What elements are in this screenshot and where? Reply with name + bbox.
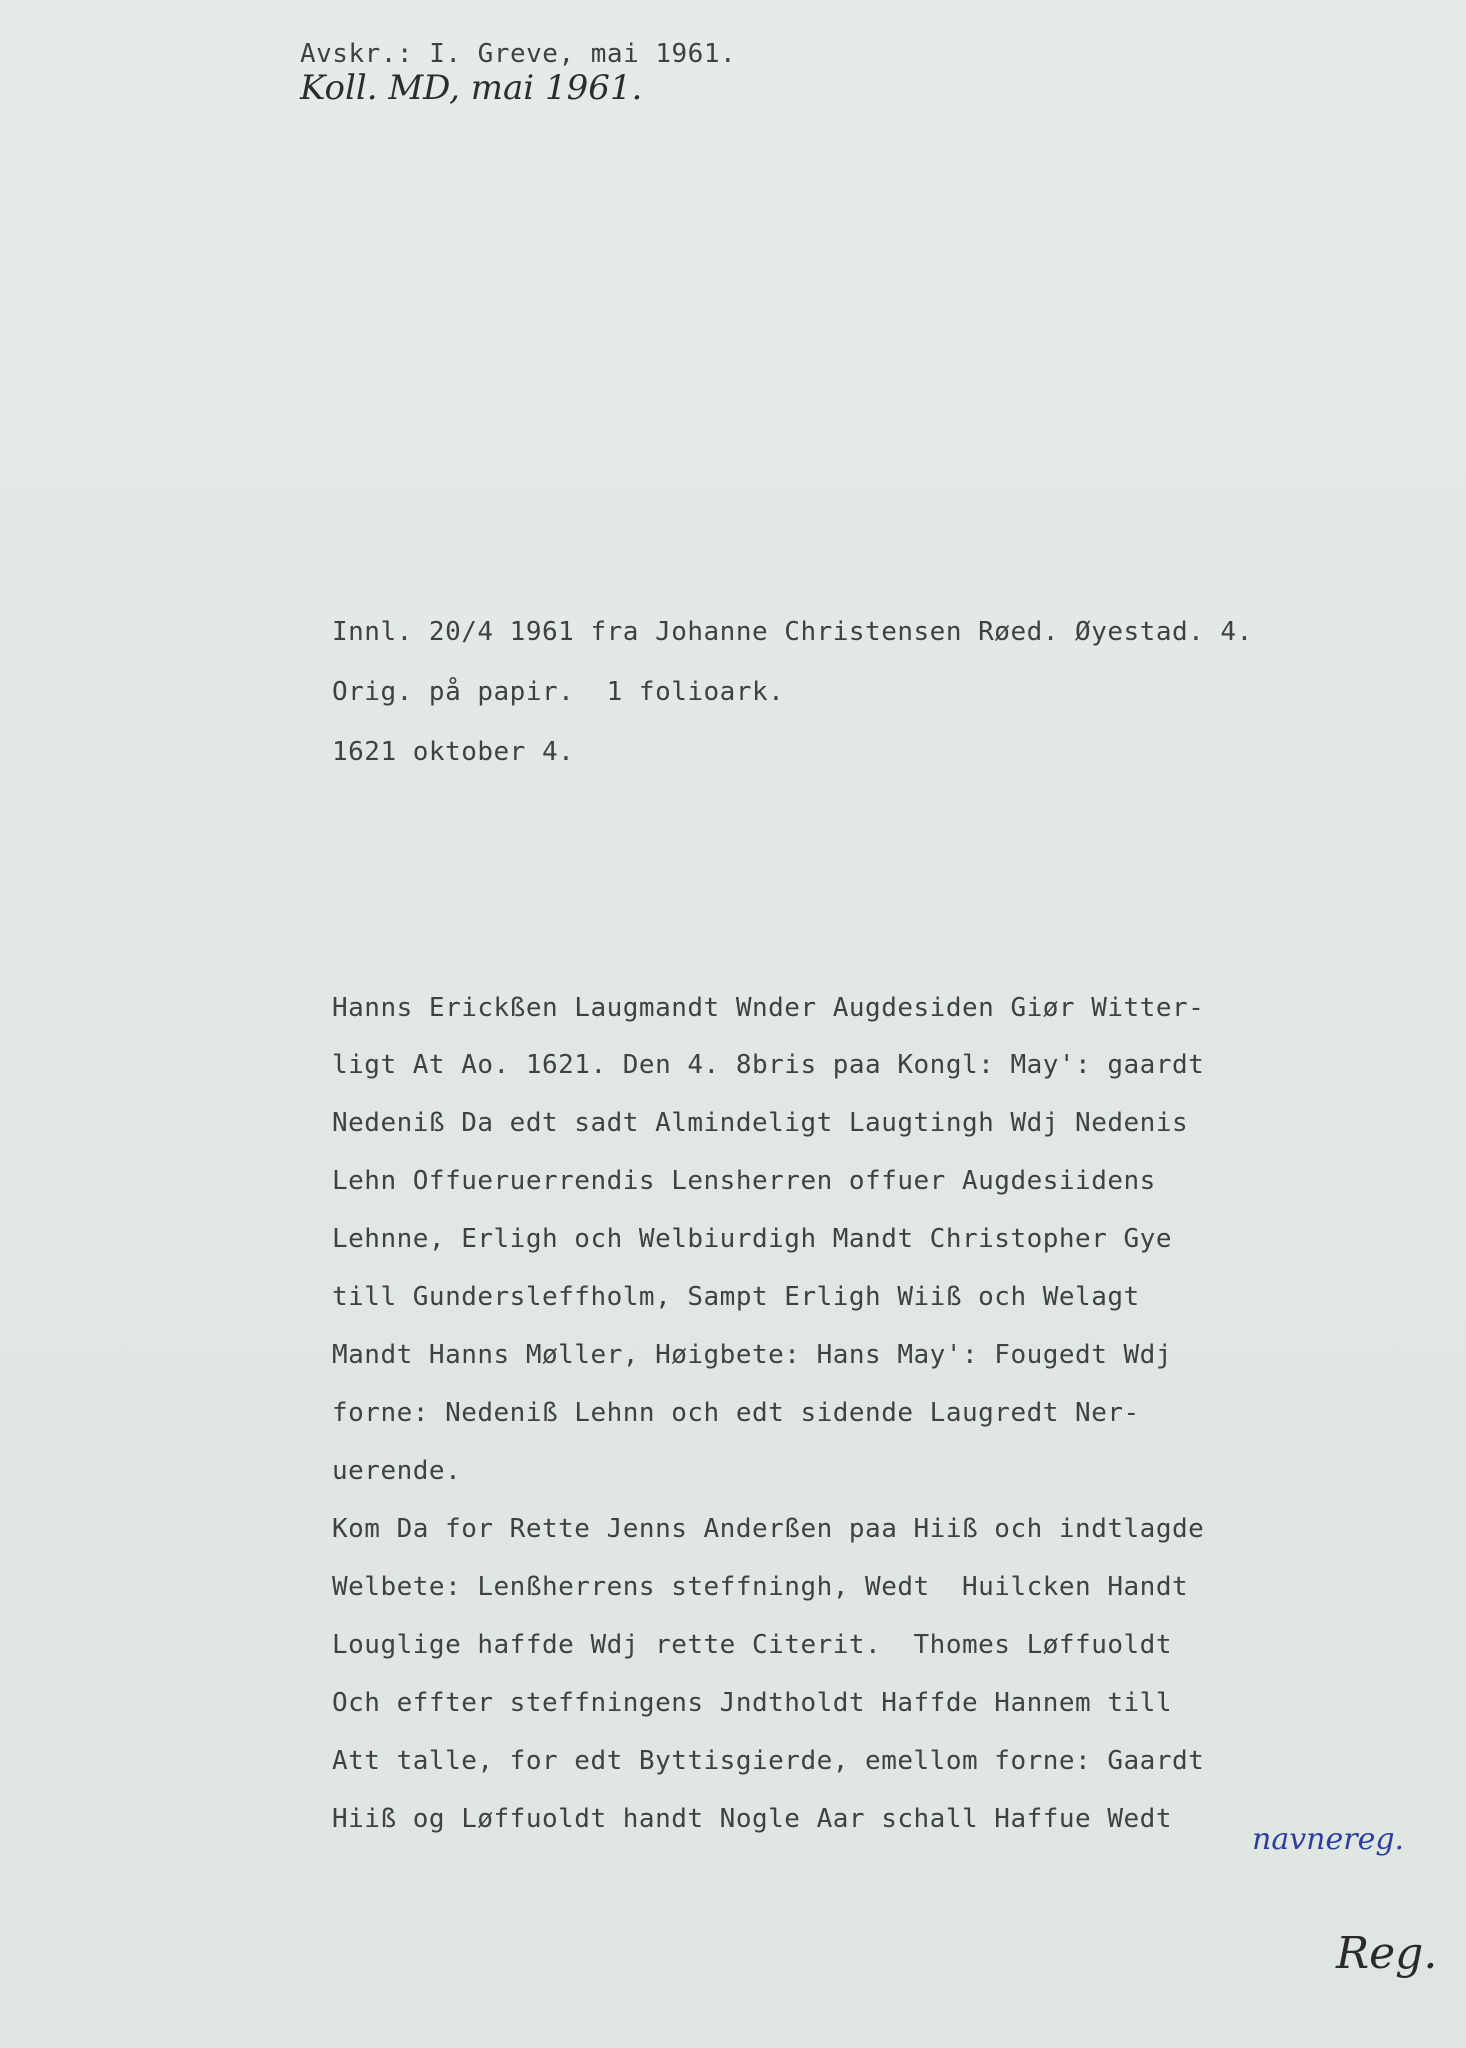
- body-line: Nedeniß Da edt sadt Almindeligt Laugtingh Wdj Nedenis: [332, 1108, 1189, 1138]
- body-line: Kom Da for Rette Jenns Anderßen paa Hiiß och indtlagde: [332, 1514, 1205, 1544]
- handwritten-check-note: Koll. MD, mai 1961.: [300, 68, 643, 108]
- body-line: Mandt Hanns Møller, Høigbete: Hans May': Fougedt Wdj: [332, 1340, 1172, 1370]
- body-line: uerende.: [332, 1456, 462, 1486]
- body-line: Louglige haffde Wdj rette Citerit. Thomes Løffuoldt: [332, 1630, 1172, 1660]
- body-line: Welbete: Lenßherrens steffningh, Wedt Huilcken Handt: [332, 1572, 1189, 1602]
- metadata-line: 1621 oktober 4.: [332, 737, 575, 767]
- body-line: Lehnne, Erligh och Welbiurdigh Mandt Christopher Gye: [332, 1224, 1172, 1254]
- body-line: Och effter steffningens Jndtholdt Haffde Hannem till: [332, 1688, 1172, 1718]
- body-line: Hanns Erickßen Laugmandt Wnder Augdesiden Giør Witter-: [332, 993, 1205, 1023]
- body-line: forne: Nedeniß Lehnn och edt sidende Laugredt Ner-: [332, 1398, 1140, 1428]
- metadata-line: Orig. på papir. 1 folioark.: [332, 677, 785, 707]
- body-line: till Gundersleffholm, Sampt Erligh Wiiß och Welagt: [332, 1282, 1140, 1312]
- transcriber-line: Avskr.: I. Greve, mai 1961.: [300, 39, 737, 69]
- register-signature: Reg.: [1336, 1928, 1438, 1979]
- body-line: Hiiß og Løffuoldt handt Nogle Aar schall Haffue Wedt: [332, 1804, 1172, 1834]
- body-line: Lehn Offueruerrendis Lensherren offuer Augdesiidens: [332, 1166, 1156, 1196]
- margin-register-note: navnereg.: [1252, 1822, 1405, 1857]
- body-line: ligt At Ao. 1621. Den 4. 8bris paa Kongl: May': gaardt: [332, 1050, 1205, 1080]
- metadata-line: Innl. 20/4 1961 fra Johanne Christensen Røed. Øyestad. 4.: [332, 617, 1253, 647]
- body-line: Att talle, for edt Byttisgierde, emellom forne: Gaardt: [332, 1746, 1205, 1776]
